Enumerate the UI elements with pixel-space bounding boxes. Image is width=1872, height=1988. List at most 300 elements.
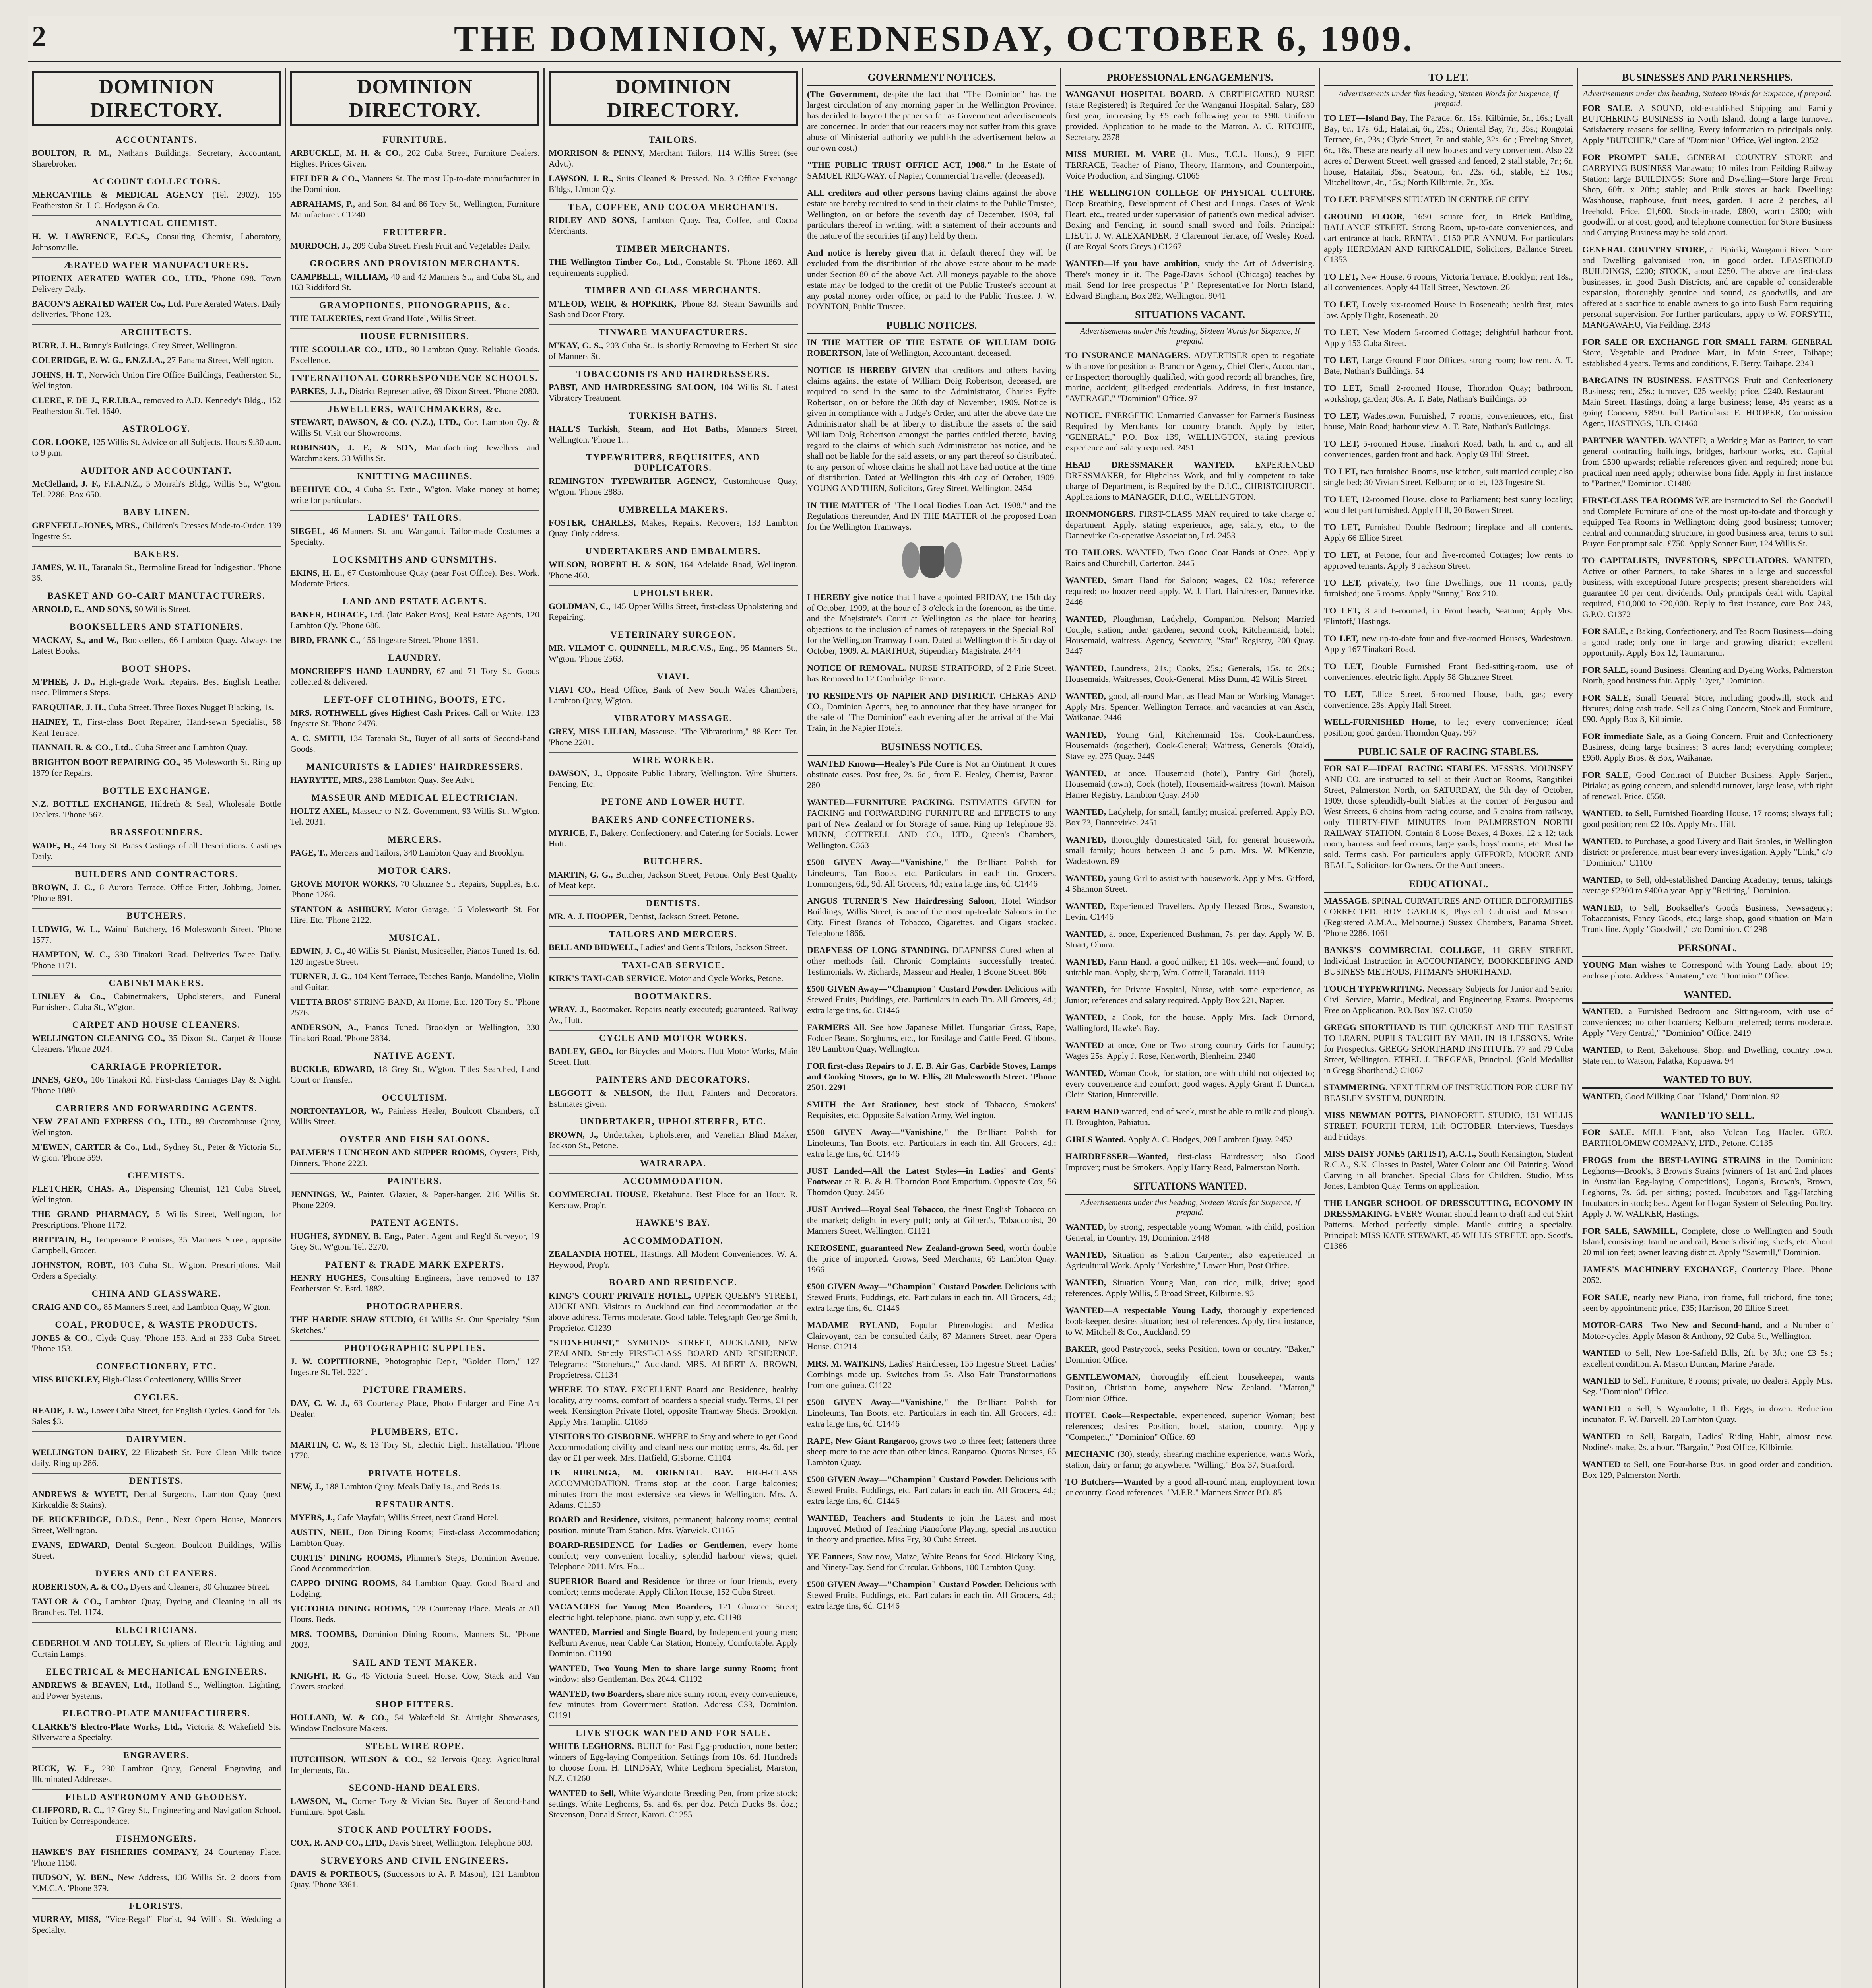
- to-let-ad: [1324, 494, 1573, 515]
- directory-category: ELECTRICIANS.: [32, 1622, 281, 1635]
- situations-vacant-heading: SITUATIONS VACANT.: [1065, 307, 1315, 324]
- public-notice: [807, 592, 1056, 656]
- business-ad-text: HASTINGS Fruit and Confectionery Business; rent, 25s.; turnover, £25 weekly; price, £240. Restaurant—Main Street, Hastings, doing a large business; lease, 4½ years; as a going Concern, £850. Full Particulars: F. HOOPER, Commission Agent, HASTINGS, H.B. C1460: [1582, 375, 1833, 428]
- business-ad: [1582, 375, 1833, 429]
- situation-wanted-ad-lead: WANTED,: [1065, 1222, 1106, 1232]
- column-to-let: [1320, 68, 1578, 1988]
- entry-name: DAWSON, J.,: [549, 768, 602, 778]
- entry-text: Hastings. All Modern Conveniences. W. A. Heywood, Prop'r.: [549, 1249, 798, 1270]
- directory-entry: [549, 215, 798, 236]
- to-let-ad: [1324, 549, 1573, 571]
- entry-text: Wainui Butchery, 16 Molesworth Street. 'Phone 1577.: [32, 924, 281, 945]
- page-number: 2: [32, 20, 46, 52]
- directory-category: SHOP FITTERS.: [290, 1697, 539, 1710]
- situation-vacant-ad: [1065, 768, 1315, 800]
- wanted-to-sell-ad-lead: WANTED: [1582, 1348, 1621, 1358]
- situation-vacant-ad: [1065, 350, 1315, 404]
- directory-entry: [32, 1301, 281, 1312]
- wanted-to-sell-ad: [1582, 1292, 1833, 1313]
- public-notice-lead: NOTICE IS HEREBY GIVEN: [807, 365, 930, 375]
- business-ad-lead: WANTED,: [1582, 875, 1623, 885]
- racing-stables-heading: PUBLIC SALE OF RACING STABLES.: [1324, 744, 1573, 761]
- directory-category: FURNITURE.: [290, 132, 539, 145]
- wanted-to-sell-ad-lead: WANTED: [1582, 1376, 1621, 1386]
- situation-vacant-ad-lead: NOTICE.: [1065, 410, 1102, 420]
- directory-category: VETERINARY SURGEON.: [549, 627, 798, 640]
- entry-name: BOARD-RESIDENCE for Ladies or Gentlemen,: [549, 1540, 747, 1550]
- entry-name: HOLTZ AXEL,: [290, 806, 349, 816]
- entry-text: 'Phone 83. Steam Sawmills and Sash and Door F'tory.: [549, 299, 798, 319]
- entry-name: ZEALANDIA HOTEL,: [549, 1249, 638, 1259]
- entry-name: WANTED, Two Young Men to share large sunny Room;: [549, 1663, 776, 1673]
- public-notice-text: that I have appointed FRIDAY, the 15th day of October, 1909, at the hour of 3 o'clock in the forenoon, as the time, and the Magistrate's Court at Wellington as the place for hearing objections to the inclusion of names of ratepayers in the Special Roll for the Wellington Tramway Loan. Dated at Wellington this 5th day of October, 1909. A. MARTHUR, Stipendiary Magistrate. 2444: [807, 592, 1056, 656]
- entry-text: Bootmaker. Repairs neatly executed; guaranteed. Railway Av., Hutt.: [549, 1004, 798, 1025]
- wanted-to-sell-ad: [1582, 1375, 1833, 1397]
- directory-category: KNITTING MACHINES.: [290, 468, 539, 481]
- entry-name: CLIFFORD, R. C.,: [32, 1805, 104, 1815]
- personal-ad-text: to Correspond with Young Lady, about 19; enclose photo. Address "Amateur," c/o "Dominion" Office.: [1582, 960, 1833, 980]
- directory-category: PLUMBERS, ETC.: [290, 1424, 539, 1437]
- entry-text: 203 Cuba St., is shortly Removing to Herbert St. side of Manners St.: [549, 340, 798, 361]
- business-ad-lead: WANTED, to Sell,: [1582, 808, 1651, 818]
- business-ad-lead: FOR SALE.: [1582, 103, 1633, 113]
- educational-ad-lead: MASSAGE.: [1324, 896, 1370, 906]
- directory-category: ARCHITECTS.: [32, 324, 281, 338]
- directory-category: BUILDERS AND CONTRACTORS.: [32, 866, 281, 879]
- directory-entry: [549, 684, 798, 706]
- entry-text: 54 Wakefield St. Airtight Showcases, Window Enclosure Makers.: [290, 1712, 539, 1733]
- entry-name: KIRK'S TAXI-CAB SERVICE.: [549, 973, 667, 983]
- business-notice: [807, 1320, 1056, 1352]
- directory-entry: [290, 945, 539, 967]
- entry-text: for Bicycles and Motors. Hutt Motor Works, Main Street, Hutt.: [549, 1046, 798, 1067]
- public-notice-lead: IN THE MATTER: [807, 500, 879, 510]
- column-directory-1: [28, 68, 286, 1988]
- entry-text: High-Class Confectionery, Willis Street.: [102, 1375, 243, 1384]
- situation-vacant-ad-text: Experienced Travellers. Apply Hessed Bros., Swanston, Levin. C1446: [1065, 901, 1315, 922]
- entry-text: Pure Aerated Waters. Daily deliveries. 'Phone 123.: [32, 299, 281, 319]
- situation-wanted-ad-lead: WANTED,: [1065, 1250, 1106, 1260]
- directory-entry: [549, 1046, 798, 1067]
- directory-category: TAILORS AND MERCERS.: [549, 926, 798, 940]
- situation-vacant-ad-text: ADVERTISER open to negotiate with above for position as Branch or Agency, Chief Clerk, Accountant, or Inspector; thoroughly qualified, with good record; all branches, fire, marine, accident; gilt-edged credentials. Address, in first instance, "AVERAGE," "Dominion" Office. 97: [1065, 350, 1315, 403]
- situation-vacant-ad-lead: FARM HAND: [1065, 1107, 1119, 1116]
- directory-category: CARRIERS AND FORWARDING AGENTS.: [32, 1101, 281, 1114]
- directory-entry: [32, 1209, 281, 1230]
- to-let-ad-lead: TO LET,: [1324, 606, 1360, 615]
- to-let-ad-lead: TO LET,: [1324, 411, 1360, 421]
- entry-text: Cor. Lambton Qy. & Willis St. Visit our Showrooms.: [290, 417, 540, 438]
- government-notice: [807, 89, 1056, 153]
- business-ad-text: a Baking, Confectionery, and Tea Room Business—doing a good trade; only one in large and growing district; excellent opportunity. Apply Box 12, Taumarunui.: [1582, 626, 1833, 658]
- business-ad: [1582, 495, 1833, 549]
- directory-entry: [549, 1514, 798, 1536]
- directory-category: BRASSFOUNDERS.: [32, 825, 281, 838]
- situation-vacant-ad: [1065, 1151, 1315, 1173]
- entry-text: 156 Ingestre Street. 'Phone 1391.: [363, 635, 479, 645]
- entry-text: Suits Cleaned & Pressed. No. 3 Office Exchange B'ldgs, L'mton Q'y.: [549, 173, 798, 194]
- directory-entry: [32, 1183, 281, 1205]
- public-notice-text: CHERAS AND CO., Dominion Agents, beg to announce that they have arranged for the sale of "The Dominion" each evening after the arrival of the Mail Train, in the Napier Hotels.: [807, 691, 1057, 733]
- directory-entry: [290, 707, 539, 729]
- entry-name: WELLINGTON DAIRY,: [32, 1447, 128, 1457]
- entry-text: for three or four friends, every comfort; terms moderate. Apply Clifton House, 152 Cuba Street.: [549, 1576, 798, 1597]
- directory-category: ACCOMMODATION.: [549, 1233, 798, 1246]
- public-notice-lead: TO RESIDENTS OF NAPIER AND DISTRICT.: [807, 691, 996, 701]
- business-notice-lead: DEAFNESS OF LONG STANDING.: [807, 945, 949, 955]
- entry-text: Consulting Chemist, Laboratory, Johnsonville.: [32, 231, 281, 252]
- business-ad-text: GENERAL COUNTRY STORE and CARRYING BUSINESS Manawatu; 10 miles from Feilding Railway Station; large BUILDINGS: Store and Dwelling—Store large Front Shop, 60ft. x 20ft.; stable; and Bulk stores at back. Dwelling: Washhouse, traphouse, fruit trees, garden, 1 acre 2 perches, all freehold. Price, £1,600. Stock-in-trade, £800, worth £800; with goodwill, or at cost; good, and telephone connection for Store Business and Carrying Business may be sold apart.: [1582, 152, 1833, 237]
- wanted-to-sell-ad: [1582, 1264, 1833, 1285]
- entry-text: Children's Dresses Made-to-Order. 139 Ingestre St.: [32, 520, 281, 541]
- entry-name: MR. A. J. HOOPER,: [549, 911, 627, 921]
- entry-text: Customhouse Quay, W'gton. 'Phone 2885.: [549, 476, 798, 497]
- wanted-to-sell-ad: [1582, 1320, 1833, 1341]
- entry-text: 92 Jervois Quay, Agricultural Implements, Etc.: [290, 1754, 540, 1775]
- business-notice: [807, 1551, 1056, 1573]
- business-ad-text: Furnished Boarding House, 17 rooms; always full; good position; rent £2 10s. Apply Mrs. Hill.: [1582, 808, 1833, 829]
- entry-text: Plimmer's Steps, Dominion Avenue. Good Accommodation.: [290, 1553, 539, 1573]
- to-let-ad-text: to let; every convenience; ideal position; good garden. Thorndon Quay. 967: [1324, 717, 1573, 738]
- business-notice-lead: WANTED—FURNITURE PACKING.: [807, 797, 955, 807]
- directory-entry: [290, 313, 539, 324]
- educational-ad-lead: MISS NEWMAN POTTS,: [1324, 1110, 1426, 1120]
- directory-entry: [32, 1116, 281, 1138]
- situation-vacant-ad: [1065, 410, 1315, 453]
- wanted-ad-text: to Rent, Bakehouse, Shop, and Dwelling, country town. State rent to Watson, Palatka, Kopuawa. 94: [1582, 1045, 1833, 1066]
- government-notice-lead: (The Government,: [807, 89, 879, 99]
- directory-entry: [290, 386, 539, 396]
- directory-entry: [290, 1552, 539, 1574]
- entry-text: next Grand Hotel, Willis Street.: [365, 313, 476, 323]
- entry-name: J. W. COPITHORNE,: [290, 1356, 380, 1366]
- wanted-to-sell-ad-text: to Sell, one Four-horse Bus, in good order and condition. Box 129, Palmerston North.: [1582, 1459, 1833, 1480]
- directory-entry: [32, 189, 281, 211]
- entry-name: COMMERCIAL HOUSE,: [549, 1189, 649, 1199]
- public-notice: [807, 690, 1056, 733]
- entry-text: & 13 Tory St., Electric Light Installation. 'Phone 1770.: [290, 1440, 539, 1460]
- business-notice-lead: FOR first-class Repairs to J. E. B. Air Gas, Carbide Stoves, Lamps and Cooking Stoves, go to W. Ellis, 20 Molesworth Street. 'Phone 2501. 2291: [807, 1061, 1056, 1092]
- directory-entry: [549, 768, 798, 789]
- directory-entry: [32, 273, 281, 294]
- directory-category: INTERNATIONAL CORRESPONDENCE SCHOOLS.: [290, 370, 539, 383]
- entry-text: 67 Customhouse Quay (near Post Office). Best Work. Moderate Prices.: [290, 568, 539, 588]
- personal-ad: [1582, 959, 1833, 981]
- situation-vacant-ad-lead: WANTED,: [1065, 807, 1106, 817]
- business-ad-lead: FOR immediate Sale,: [1582, 731, 1665, 741]
- directory-entry: [290, 1603, 539, 1625]
- business-notice: [807, 1281, 1056, 1313]
- to-let-ad-lead: TO LET,: [1324, 439, 1360, 448]
- entry-text: Hildreth & Seal, Wholesale Bottle Dealers. 'Phone 567.: [32, 799, 281, 819]
- educational-ad: [1324, 1022, 1573, 1076]
- entry-text: 209 Cuba Street. Fresh Fruit and Vegetables Daily.: [353, 241, 530, 250]
- business-notice: [807, 895, 1056, 938]
- educational-ad-text: South Kensington, Student R.C.A., S.K. Classes in Pastel, Water Colour and Oil Painting. Wood Carving in all branches. Special Class for Children. Studio, Miss Jones, Lambton Quay. Terms on application.: [1324, 1149, 1573, 1191]
- entry-name: CAMPBELL, WILLIAM,: [290, 272, 388, 282]
- column-directory-3: [545, 68, 803, 1988]
- directory-category: ACCOMMODATION.: [549, 1173, 798, 1186]
- to-let-ad-text: The Parade, 6r., 15s. Kilbirnie, 5r., 16s.; Lyall Bay, 6r., 17s. 6d.; Hataitai, 6r., 25s.; Oriental Bay, 7r., 35s.; Rongotai Terrace, 6r., 23s.; Clyde Street, 7r. and stable, 32s. 6d.; Freeling Street, 6r., 18s. These are nearly all new houses and very convenient. Also 22 acres of Derwent Street, well grassed and fenced, 2 stall stable, 7r.; 6r. house, Hataitai, 35s.; Seatoun, 6r., 22s. 6d.; stable, £2 10s.; Mitchelltown, 4r., 15s.; North Kilbirnie, 7r., 35s.: [1324, 113, 1573, 187]
- to-let-ad-lead: TO LET.: [1324, 194, 1358, 204]
- directory-category: ANALYTICAL CHEMIST.: [32, 215, 281, 229]
- government-notice: [807, 187, 1056, 241]
- directory-entry: [290, 344, 539, 365]
- entry-name: VIAVI CO.,: [549, 685, 596, 695]
- educational-ad-lead: STAMMERING.: [1324, 1082, 1388, 1092]
- entry-text: White Wyandotte Breeding Pen, from prize stock; settings, White Leghorns, 5s. and 6s. per doz. Petch Ducks 8s. doz.; Stevenson, Donald Street, Karori. C1255: [549, 1788, 798, 1819]
- business-notice: [807, 1358, 1056, 1390]
- directory-entry: [549, 423, 798, 445]
- directory-entry: [290, 1868, 539, 1890]
- entry-text: Cuba Street and Lambton Quay.: [135, 742, 248, 752]
- directory-entry: [290, 1022, 539, 1043]
- entry-name: JAMES, W. H.,: [32, 562, 90, 572]
- entry-text: BUILT for Fast Egg-production, none better; winners of Egg-laying Competition. Settings from 10s. 6d. Hundreds to choose from. H. LINDSAY, White Leghorn Specialist, Marston, N.Z. C1260: [549, 1741, 798, 1783]
- wanted-to-buy-heading: WANTED TO BUY.: [1582, 1072, 1833, 1089]
- business-notice-text: Delicious with Stewed Fruits, Puddings, etc. Particulars in each tin. All Grocers, 4d.; extra large tins, 6d. C1446: [807, 1474, 1057, 1506]
- directory-entry: [32, 991, 281, 1012]
- wanted-to-sell-ad: [1582, 1155, 1833, 1219]
- directory-entry: [290, 198, 539, 220]
- situation-vacant-ad-text: Smart Hand for Saloon; wages, £2 10s.; reference required; no boozer need apply. W. J. Hart, Hairdresser, Dannevirke. 2446: [1065, 575, 1315, 607]
- business-notice: [807, 1474, 1056, 1506]
- directory-category: TAILORS.: [549, 132, 798, 145]
- directory-entry: [290, 1147, 539, 1169]
- directory-entry: [32, 395, 281, 416]
- directory-category: DENTISTS.: [32, 1473, 281, 1486]
- entry-text: First-class Boot Repairer, Hand-sewn Specialist, 58 Kent Terrace.: [32, 717, 281, 738]
- entry-text: 134 Taranaki St., Buyer of all sorts of Second-hand Goods.: [290, 733, 539, 754]
- wanted-ad-text: a Furnished Bedroom and Sitting-room, with use of conveniences; no other boarders; Kelburn preferred; terms moderate. Apply "Very Central," "Dominion" Office. 2419: [1582, 1006, 1833, 1038]
- entry-text: SYMONDS STREET, AUCKLAND, NEW ZEALAND. Strictly FIRST-CLASS BOARD AND RESIDENCE. Telegrams: "Stonehurst," Auckland. MRS. ALBERT A. BROWN, Proprietress. C1134: [549, 1338, 798, 1380]
- situation-vacant-ad: [1065, 691, 1315, 723]
- wanted-to-buy-ad-lead: WANTED,: [1582, 1091, 1623, 1101]
- entry-text: Dental Surgeons, Lambton Quay (next Kirkcaldie & Stains).: [32, 1489, 281, 1510]
- entry-name: GREY, MISS LILIAN,: [549, 726, 637, 736]
- entry-text: Victoria & Wakefield Sts. Silverware a Specialty.: [32, 1722, 281, 1742]
- entry-text: 85 Manners Street, and Lambton Quay, W'gton.: [103, 1302, 271, 1312]
- to-let-ad: [1324, 327, 1573, 348]
- entry-name: BROWN, J.,: [549, 1130, 598, 1140]
- situation-wanted-ad-text: experienced, superior Woman; best references; desires Position, hotel, station, country. Apply "Competent," "Dominion" Office. 69: [1065, 1410, 1315, 1442]
- entry-name: WANTED, two Boarders,: [549, 1689, 644, 1699]
- entry-name: VACANCIES for Young Men Boarders,: [549, 1602, 712, 1611]
- entry-name: THE SCOULLAR CO., LTD.,: [290, 344, 407, 354]
- business-notice-lead: JUST Landed—All the Latest Styles—in Ladies' and Gents' Footwear: [807, 1166, 1056, 1186]
- entry-name: PARKES, J. J.,: [290, 386, 347, 396]
- entry-name: HANNAH, R. & CO., Ltd.,: [32, 742, 133, 752]
- business-ad-lead: FOR SALE,: [1582, 665, 1628, 675]
- entry-text: 121 Ghuznee Street; electric light, telephone, piano, own supply, etc. C1198: [549, 1602, 798, 1622]
- business-notice-text: the finest English Tobacco on the market; delight in every puff; only at Gilbert's, Tobacconist, 20 Manners Street, Wellington. C1121: [807, 1204, 1056, 1236]
- to-let-ad: [1324, 689, 1573, 710]
- government-notices-heading: GOVERNMENT NOTICES.: [807, 70, 1056, 86]
- directory-category: VIBRATORY MASSAGE.: [549, 711, 798, 724]
- situation-vacant-ad-lead: WANTED,: [1065, 1068, 1106, 1078]
- business-ad-lead: WANTED,: [1582, 836, 1623, 846]
- entry-text: 125 Willis St. Advice on all Subjects. Hours 9.30 a.m. to 9 p.m.: [32, 437, 281, 458]
- entry-text: (Successors to A. P. Mason), 121 Lambton Quay. 'Phone 3361.: [290, 1869, 540, 1889]
- business-notice-lead: £500 GIVEN Away—"Vanishine,": [807, 857, 949, 867]
- business-notice-text: Saw now, Maize, White Beans for Seed. Hickory King, and Ninety-Day. Send for Circular. Gibbons, 180 Lambton Quay.: [807, 1551, 1057, 1572]
- business-notice-lead: MADAME RYLAND,: [807, 1320, 899, 1330]
- business-notice: [807, 797, 1056, 850]
- professional-ad-lead: MISS MURIEL M. VARE: [1065, 149, 1176, 159]
- entry-name: SIEGEL,: [290, 526, 325, 536]
- directory-category: CARPET AND HOUSE CLEANERS.: [32, 1017, 281, 1030]
- personal-heading: PERSONAL.: [1582, 941, 1833, 957]
- entry-name: CURTIS' DINING ROOMS,: [290, 1553, 402, 1563]
- directory-entry: [549, 298, 798, 320]
- directory-category: TEA, COFFEE, AND COCOA MERCHANTS.: [549, 199, 798, 212]
- directory-entry: [290, 878, 539, 900]
- directory-entry: [290, 733, 539, 754]
- public-notice: [807, 337, 1056, 358]
- entry-name: BOULTON, R. M.,: [32, 148, 111, 158]
- professional-ad-lead: WANGANUI HOSPITAL BOARD.: [1065, 89, 1204, 99]
- directory-entry: [32, 1805, 281, 1826]
- business-notice: [807, 1397, 1056, 1429]
- entry-text: Dominion Dining Rooms, Manners St., 'Phone 2003.: [290, 1629, 540, 1650]
- business-ad: [1582, 902, 1833, 934]
- situation-vacant-ad-lead: HAIRDRESSER—Wanted,: [1065, 1151, 1169, 1161]
- professional-ad-text: A CERTIFICATED NURSE (state Registered) is Required for the Wanganui Hospital. Salary, £80 first year, increasing by £5 each following year to £90. Uniform provided. Application to be made to the Matron. A. C. RITCHIE, Secretary. 2378: [1065, 89, 1315, 142]
- entry-name: BEEHIVE CO.,: [290, 484, 352, 494]
- entry-name: MRS. ROTHWELL gives Highest Cash Prices.: [290, 708, 470, 718]
- directory-category: ASTROLOGY.: [32, 421, 281, 434]
- entry-name: EVANS, EDWARD,: [32, 1540, 110, 1550]
- entry-name: M'LEOD, WEIR, & HOPKIRK,: [549, 299, 677, 309]
- business-ad-text: to Sell, Bookseller's Goods Business, Newsagency; Tobacconists, Fancy Goods, etc.; large shop, good situation on Main Trunk line. Apply "Goodwill," c/o Dominion. C1298: [1582, 903, 1833, 934]
- situation-vacant-ad-lead: WANTED,: [1065, 575, 1106, 585]
- business-notice-lead: FARMERS All.: [807, 1022, 867, 1032]
- educational-ad: [1324, 945, 1573, 977]
- entry-text: Holland St., Wellington. Lighting, and Power Systems.: [32, 1680, 281, 1701]
- entry-name: COX, R. AND CO., LTD.,: [290, 1838, 387, 1848]
- entry-name: CRAIG AND CO.,: [32, 1302, 101, 1312]
- directory-entry: [32, 1332, 281, 1354]
- situation-wanted-ad: [1065, 1277, 1315, 1299]
- business-ad: [1582, 336, 1833, 369]
- situation-wanted-ad-text: good Pastrycook, seeks Position, town or country. "Baker," Dominion Office.: [1065, 1344, 1315, 1365]
- entry-name: JENNINGS, W.,: [290, 1189, 354, 1199]
- directory-entry: [290, 567, 539, 589]
- entry-text: 128 Courtenay Place. Meals at All Hours. Beds.: [290, 1604, 540, 1624]
- entry-text: UPPER QUEEN'S STREET, AUCKLAND. Visitors to Auckland can find accommodation at the above address. Terms moderate. Good table. Telegraph George Smith, Proprietor. C1239: [549, 1291, 798, 1333]
- directory-entry: [290, 666, 539, 687]
- entry-name: "STONEHURST,": [549, 1338, 620, 1347]
- directory-category: BOTTLE EXCHANGE.: [32, 783, 281, 796]
- situation-vacant-ad-text: Farm Hand, a good milker; £1 10s. week—and found; to suitable man. Apply, sharp, Wm. Cottrell, Taranaki. 1119: [1065, 957, 1315, 977]
- entry-text: Lower Cuba Street, for English Cycles. Good for 1/6. Sales $3.: [32, 1406, 281, 1426]
- situation-wanted-ad: [1065, 1221, 1315, 1243]
- directory-entry: [32, 340, 281, 351]
- situations-wanted-heading: SITUATIONS WANTED.: [1065, 1179, 1315, 1195]
- directory-category: PAINTERS AND DECORATORS.: [549, 1072, 798, 1085]
- business-notice-lead: ANGUS TURNER'S New Hairdressing Saloon,: [807, 896, 996, 906]
- entry-name: MURRAY, MISS,: [32, 1914, 101, 1924]
- entry-name: HENRY HUGHES,: [290, 1273, 366, 1283]
- directory-entry: [32, 231, 281, 252]
- to-let-ad-lead: TO LET,: [1324, 383, 1362, 393]
- public-notice: [807, 662, 1056, 684]
- business-notice-lead: YE Fanners,: [807, 1551, 855, 1561]
- directory-entry: [549, 1087, 798, 1109]
- directory-entry: [32, 840, 281, 862]
- directory-entry: [549, 476, 798, 497]
- entry-name: PHOENIX AERATED WATER CO., LTD.,: [32, 273, 207, 283]
- entry-text: Manufacturing Jewellers and Watchmakers. 33 Willis St.: [290, 443, 540, 463]
- situation-wanted-ad-lead: GENTLEWOMAN,: [1065, 1372, 1141, 1382]
- wanted-to-sell-ad-lead: WANTED: [1582, 1404, 1621, 1413]
- situation-vacant-ad-text: thoroughly domesticated Girl, for general housework, small family; hours between 3 and 5 p.m. Mrs. W. M'Kenzie, Wadestown. 89: [1065, 835, 1315, 866]
- situation-wanted-ad-text: thoroughly efficient housekeeper, wants Position, Christian home, anywhere New Zealand. "Matron," Dominion Office.: [1065, 1372, 1315, 1403]
- directory-entry: [32, 1489, 281, 1510]
- entry-name: TURNER, J. G.,: [290, 971, 352, 981]
- entry-text: Dyers and Cleaners, 30 Ghuznee Street.: [130, 1582, 270, 1592]
- entry-text: Merchant Tailors, 114 Willis Street (see Advt.).: [549, 148, 798, 169]
- wanted-to-sell-ad-lead: WANTED: [1582, 1431, 1621, 1441]
- directory-category: DAIRYMEN.: [32, 1431, 281, 1444]
- entry-text: WHERE to Stay and where to get Good Accommodation; civility and cleanliness our motto; terms, 4s. 6d. per day or £1 per week. Mrs. Hatfield, Gisborne. C1104: [549, 1431, 798, 1463]
- directory-category: BOOT SHOPS.: [32, 661, 281, 674]
- to-let-ad: [1324, 577, 1573, 599]
- entry-text: Undertaker, Upholsterer, and Venetian Blind Maker, Jackson St., Petone.: [549, 1130, 798, 1150]
- situation-vacant-ad-lead: WANTED,: [1065, 730, 1106, 740]
- directory-category: SURVEYORS AND CIVIL ENGINEERS.: [290, 1853, 539, 1866]
- directory-category: CABINETMAKERS.: [32, 975, 281, 988]
- directory-entry: [32, 1846, 281, 1868]
- situation-wanted-ad-lead: MECHANIC: [1065, 1449, 1115, 1459]
- directory-entry: [32, 148, 281, 169]
- entry-text: 46 Manners St. and Wanganui. Tailor-made Costumes a Specialty.: [290, 526, 539, 547]
- business-ad: [1582, 731, 1833, 763]
- business-notice-text: to join the Latest and most Improved Method of Teaching Pianoforte Playing; special instruction in theory and practice. Miss Fry, 30 Cuba Street.: [807, 1513, 1056, 1544]
- entry-text: Eketahuna. Best Place for an Hour. R. Kershaw, Prop'r.: [549, 1189, 798, 1210]
- entry-name: WANTED to Sell,: [549, 1788, 616, 1798]
- entry-text: Dispensing Chemist, 121 Cuba Street, Wellington.: [32, 1184, 281, 1204]
- to-let-ad-text: Double Furnished Front Bed-sitting-room, use of conveniences, electric light. Apply 58 Ghuznee Street.: [1324, 661, 1573, 682]
- business-ad-text: WE are instructed to Sell the Goodwill and Complete Furniture of one of the most up-to-date and thoroughly equipped Tea Rooms in Wellington; doing good business; turnover; central and commanding structure, in good business area; terms to suit Buyer. For prompt sale, £750. Apply Sonner Burr, 124 Willis St.: [1582, 495, 1833, 548]
- entry-name: GROVE MOTOR WORKS,: [290, 879, 398, 889]
- entry-text: Suppliers of Electric Lighting and Curtain Lamps.: [32, 1638, 281, 1659]
- business-ad-text: GENERAL Store, Vegetable and Produce Mart, in Main Street, Taihape; established 4 years. Terms and conditions, F. Berry, Taihape. 2343: [1582, 337, 1833, 368]
- entry-name: A. C. SMITH,: [290, 733, 346, 743]
- entry-name: LAWSON, M.,: [290, 1796, 347, 1806]
- entry-name: EDWIN, J. C.,: [290, 946, 345, 956]
- entry-text: Motor Garage, 15 Molesworth St. For Hire, Etc. 'Phone 2122.: [290, 904, 540, 925]
- situation-vacant-ad-lead: WANTED,: [1065, 957, 1106, 967]
- entry-text: Call or Write. 123 Ingestre St. 'Phone 2476.: [290, 708, 539, 728]
- wanted-to-buy-ad-text: Good Milking Goat. "Island," Dominion. 92: [1625, 1091, 1780, 1101]
- entry-text: Bunny's Buildings, Grey Street, Wellington.: [83, 340, 237, 350]
- entry-name: COR. LOOKE,: [32, 437, 90, 447]
- directory-category: UPHOLSTERER.: [549, 585, 798, 598]
- business-ad-lead: FIRST-CLASS TEA ROOMS: [1582, 495, 1694, 505]
- entry-text: Lambton Quay. Tea, Coffee, and Cocoa Merchants.: [549, 215, 798, 236]
- directory-entry: [32, 1540, 281, 1561]
- entry-text: 330 Tinakori Road. Deliveries Twice Daily. 'Phone 1171.: [32, 949, 281, 970]
- situation-vacant-ad: [1065, 663, 1315, 684]
- situation-vacant-ad-text: wanted, end of week, must be able to milk and plough. H. Broughton, Pahiatua.: [1065, 1107, 1315, 1127]
- directory-entry: [32, 478, 281, 500]
- directory-entry: [32, 1234, 281, 1256]
- entry-text: 104 Willis St. Latest Vibratory Treatment.: [549, 382, 798, 403]
- business-notice-lead: £500 GIVEN Away—"Champion" Custard Powder.: [807, 984, 1002, 994]
- wanted-to-sell-ad: [1582, 1347, 1833, 1369]
- directory-entry: [549, 1337, 798, 1380]
